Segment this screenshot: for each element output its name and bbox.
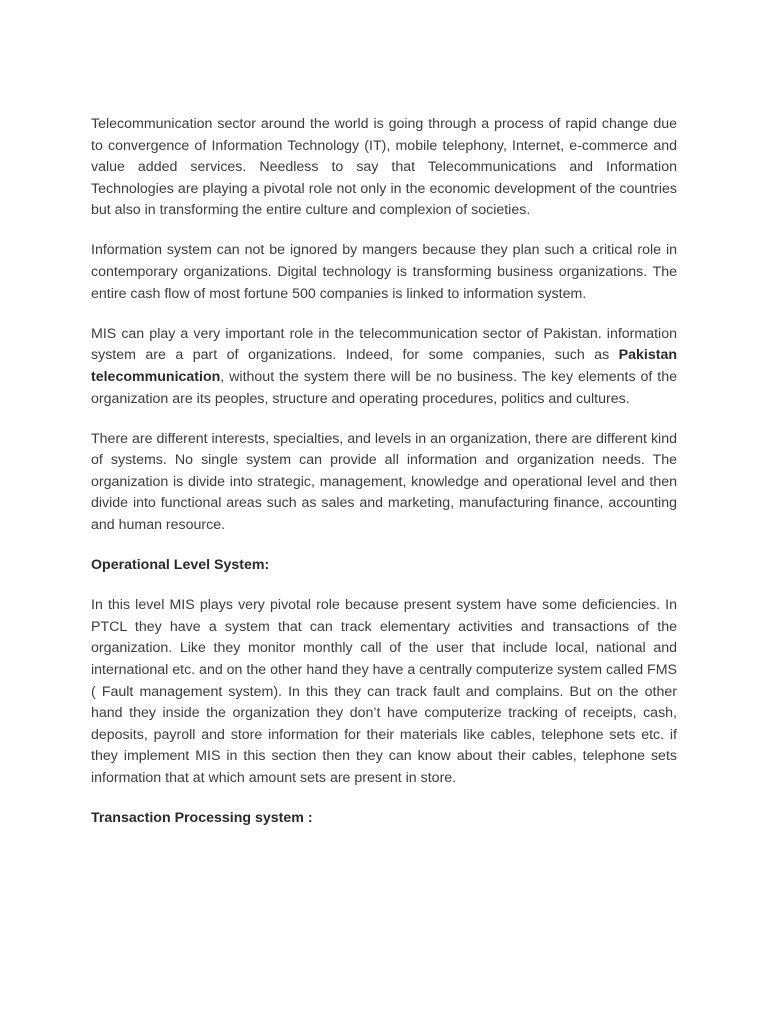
paragraph-levels: There are different interests, specialties, and levels in an organization, there are different kind of systems. No single system can provide all information and organization needs. The organization is divide into strategic, management, knowledge and operational level and then divide into functional areas such as sales and marketing, manufacturing finance, accounting and human resource.	[91, 430, 677, 533]
paragraph-intro: Telecommunication sector around the world is going through a process of rapid change due to convergence of Information Technology (IT), mobile telephony, Internet, e-commerce and value added services. Needless to say that Telecommunications and Information Technologies are playing a pivotal role not only in the economic development of the countries but also in transforming the entire culture and complexion of societies.	[91, 116, 677, 219]
heading-operational-level-system: Operational Level System:	[91, 557, 270, 574]
paragraph-mis-role	[91, 324, 677, 410]
paragraph-mis-role-text-1: MIS can play a very important role in the telecommunication sector of Pakistan. information system are a part of organizations. Indeed, for some companies, such as	[91, 325, 677, 364]
document-page	[91, 114, 677, 848]
pakistan-telecommunication-bold: Pakistan telecommunication	[91, 347, 677, 385]
paragraph-information-system: Information system can not be ignored by mangers because they plan such a critical role in contemporary organizations. Digital technology is transforming business organizations. The entire cash flow of most fortune 500 companies is linked to information system.	[91, 242, 677, 302]
paragraph-operational-level: In this level MIS plays very pivotal role because present system have some deficiencies. In PTCL they have a system that can track elementary activities and transactions of the organization. Like they monitor monthly call of the user that include local, national and international etc. and on the other hand they have a centrally computerize system called FMS ( Fault management system). In this they can track fault and complains. But on the other hand they inside the organization they don’t have computerize tracking of receipts, cash, deposits, payroll and store information for their materials like cables, telephone sets etc. if they implement MIS in this section then they can know about their cables, telephone sets information that at which amount sets are present in store.	[91, 597, 677, 786]
paragraph-mis-role-text-2: , without the system there will be no business. The key elements of the organization are its peoples, structure and operating procedures, politics and cultures.	[91, 368, 677, 407]
heading-transaction-processing-system: Transaction Processing system :	[91, 810, 313, 827]
